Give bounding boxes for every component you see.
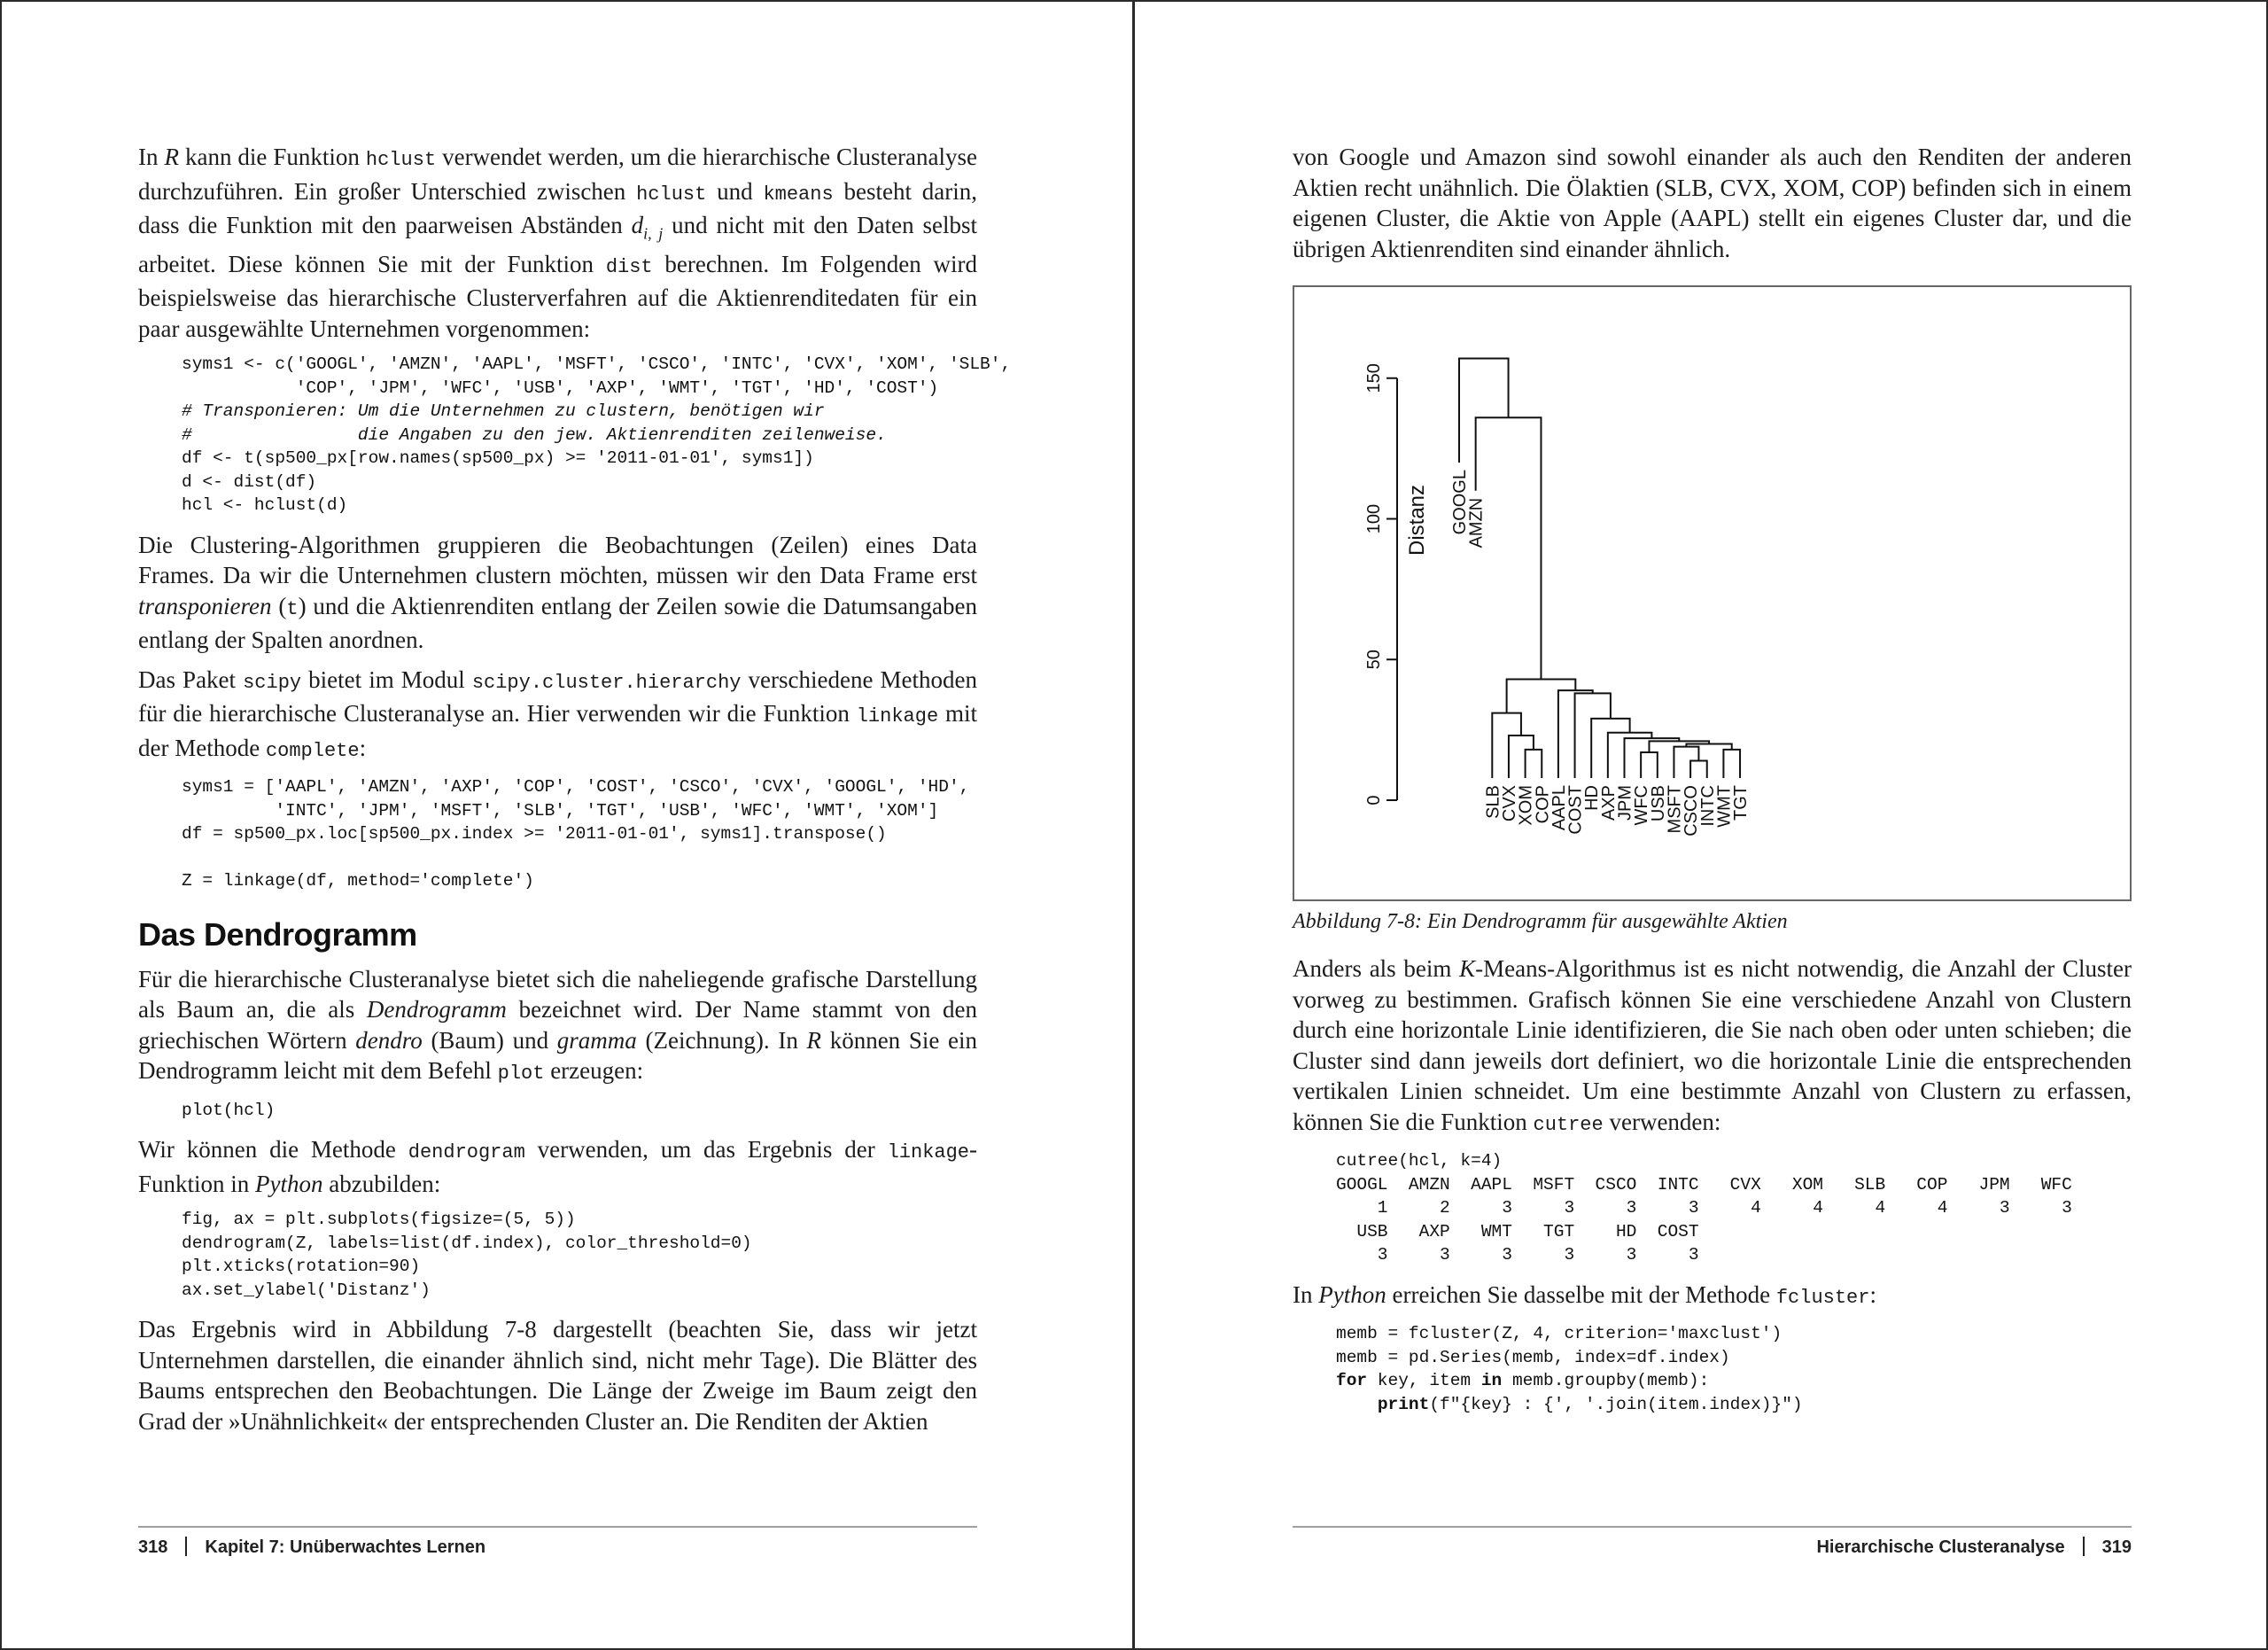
dendrogram-branch [1575, 693, 1611, 778]
paragraph-dendrogram-python: Wir können die Methode dendrogram verwenden, um das Ergebnis der linkage-Funktion in Python abzubilden: [138, 1136, 977, 1197]
right-footer-text [1816, 1537, 2132, 1558]
paragraph-fcluster: In Python erreichen Sie dasselbe mit der Methode fcluster: [1293, 1280, 1876, 1309]
dendrogram-figure [1293, 285, 2132, 901]
leaf-label: CSCO [1682, 785, 1702, 837]
leaf-label: GOOGL [1450, 470, 1470, 535]
paragraph-hclust-intro: In R kann die Funktion hclust verwendet werden, um die hierarchische Clusteranalyse durchzuführen. Ein großer Unterschied zwischen hclust und kmeans besteht darin, dass die Funktion mit den paarweisen Abständen $d_{i, j}$ und nicht mit den Daten selbst arbeitet. Diese können Sie mit der Funktion dist berechnen. Im Folgenden wird beispielsweise das hierarchische Clusterverfahren auf die Aktienrenditedaten für ein paar ausgewählte Unternehmen vorgenommen: [138, 144, 977, 342]
dendrogram-branch [1526, 750, 1542, 778]
leaf-label: AXP [1598, 785, 1619, 821]
dendrogram-branches [1459, 359, 1740, 778]
left-footer-text [138, 1537, 485, 1558]
code-block-fcluster: memb = fcluster(Z, 4, criterion='maxclust') memb = pd.Series(memb, index=df.index) for key, item in memb.groupby(memb): print(f"{key} : {', '.join(item.index)}") [1336, 1324, 1803, 1414]
dendrogram-branch [1492, 713, 1521, 778]
code-block-r-hclust: syms1 <- c('GOOGL', 'AMZN', 'AAPL', 'MSFT', 'CSCO', 'INTC', 'CVX', 'XOM', 'SLB', 'COP', 'JPM', 'WFC', 'USB', 'AXP', 'WMT', 'TGT', 'HD', 'COST') # Transponieren: Um die Unternehmen zu clustern, benötigen wir # die Angaben zu den jew. Aktienrenditen zeilenweise. df <- t(sp500_px[row.names(sp500_px) >= '2011-01-01', syms1]) d <- dist(df) hcl <- hclust(d) [182, 354, 1012, 516]
leaf-label: MSFT [1665, 785, 1685, 834]
left-text-column [138, 142, 1012, 1445]
leaf-label: JPM [1615, 785, 1635, 821]
leaf-label: HD [1582, 785, 1603, 811]
left-page [0, 0, 1132, 1650]
dendrogram-branch [1625, 738, 1680, 778]
section-title: Hierarchische Clusteranalyse [1816, 1537, 2065, 1557]
leaf-label: AAPL [1549, 785, 1569, 831]
leaf-label: USB [1648, 785, 1668, 822]
y-tick-label: 0 [1364, 795, 1384, 806]
right-page [1135, 0, 2268, 1650]
code-block-python-dendrogram: fig, ax = plt.subplots(figsize=(5, 5)) dendrogram(Z, labels=list(df.index), color_threshold=0) plt.xticks(rotation=90) ax.set_ylabel('Distanz') [182, 1210, 752, 1300]
dendrogram-branch [1674, 747, 1698, 778]
dendrogram-branch [1507, 679, 1576, 712]
dendrogram-branch [1723, 750, 1740, 778]
y-tick-label: 100 [1364, 503, 1384, 534]
footer-separator [185, 1537, 187, 1556]
code-block-python-linkage: syms1 = ['AAPL', 'AMZN', 'AXP', 'COP', 'COST', 'CSCO', 'CVX', 'GOOGL', 'HD', 'INTC', 'JPM', 'MSFT', 'SLB', 'TGT', 'USB', 'WFC', 'WMT', 'XOM'] df = sp500_px.loc[sp500_px.index >= '2011-01-01', syms1].transpose() Z = linkage(df, method='complete') [182, 777, 970, 891]
dendrogram-branch [1641, 752, 1658, 778]
dendrogram-branch [1608, 733, 1652, 778]
right-text-column [1293, 142, 2132, 1428]
y-axis [1364, 363, 1397, 806]
y-tick-label: 50 [1364, 650, 1384, 670]
dendrogram-branch [1459, 359, 1509, 463]
dendrogram-branch [1509, 735, 1534, 778]
leaf-label: WFC [1632, 785, 1652, 826]
chapter-title: Kapitel 7: Unüberwachtes Lernen [205, 1537, 486, 1557]
footer-separator [2083, 1537, 2085, 1556]
right-footer [1293, 1526, 2132, 1563]
paragraph-google-amazon: von Google und Amazon sind sowohl einander als auch den Renditen der anderen Aktien recht unähnlich. Die Ölaktien (SLB, CVX, XOM, COP) befinden sich in einem eigenen Cluster, die Aktie von Apple (AAPL) stellt ein eigenes Cluster dar, und die übrigen Aktienrenditen sind einander ähnlich. [1293, 144, 2132, 262]
paragraph-cutree: Anders als beim K-Means-Algorithmus ist es nicht notwendig, die Anzahl der Cluster vorweg zu bestimmen. Grafisch können Sie eine verschiedene Anzahl von Clustern durch eine horizontale Linie identifizieren, die Sie nach oben oder unten schieben; die Cluster sind dann jeweils dort definiert, wo die horizontale Linie die entsprechenden vertikalen Linien schneidet. Um eine bestimmte Anzahl von Clustern zu erfassen, können Sie die Funktion cutree verwenden: [1293, 955, 2132, 1136]
code-block-cutree: cutree(hcl, k=4) GOOGL AMZN AAPL MSFT CSCO INTC CVX XOM SLB COP JPM WFC 1 2 3 3 3 3 4 4 4 4 3 3 USB AXP WMT TGT HD COST 3 3 3 3 3 3 [1336, 1151, 2072, 1265]
left-footer [138, 1526, 977, 1563]
leaf-label: XOM [1516, 785, 1536, 826]
dendrogram-chart [1294, 287, 2130, 899]
leaf-label: INTC [1697, 785, 1718, 827]
y-tick-label: 150 [1364, 363, 1384, 393]
leaf-label: AMZN [1466, 497, 1487, 549]
paragraph-result: Das Ergebnis wird in Abbildung 7-8 dargestellt (beachten Sie, dass wir jetzt Unternehmen darstellen, die einander ähnlich sind, nicht mehr Tage). Die Blätter des Baums entsprechen den Beobachtungen. Die Länge der Zweige im Baum zeigt den Grad der »Unähnlichkeit« der entsprechenden Cluster an. Die Renditen der Aktien [138, 1316, 977, 1435]
leaf-label: SLB [1483, 785, 1503, 819]
leaf-labels [1450, 470, 1751, 837]
leaf-label: COP [1533, 785, 1553, 824]
leaf-label: WMT [1714, 785, 1735, 828]
paragraph-dendrogram-intro: Für die hierarchische Clusteranalyse bietet sich die naheliegende grafische Darstellung als Baum an, die als Dendrogramm bezeichnet wird. Der Name stammt von den griechischen Wörtern dendro (Baum) und gramma (Zeichnung). In R können Sie ein Dendrogramm leicht mit dem Befehl plot erzeugen: [138, 965, 978, 1086]
dendrogram-branch [1690, 761, 1707, 778]
leaf-label: CVX [1499, 785, 1519, 822]
page-number: 318 [138, 1537, 168, 1557]
leaf-label: TGT [1731, 785, 1751, 821]
section-heading: Das Dendrogramm [138, 915, 417, 953]
leaf-label: COST [1565, 785, 1586, 835]
y-axis-label: Distanz [1405, 484, 1429, 556]
paragraph-scipy: Das Paket scipy bietet im Modul scipy.cluster.hierarchy verschiedene Methoden für die hierarchische Clusteranalyse an. Hier verwenden wir die Funktion linkage mit der Methode complete: [138, 665, 977, 762]
page-number: 319 [2101, 1537, 2132, 1557]
paragraph-transpose: Die Clustering-Algorithmen gruppieren die Beobachtungen (Zeilen) eines Data Frames. Da wir die Unternehmen clustern möchten, müssen wir den Data Frame erst transponieren (t) und die Aktienrenditen entlang der Zeilen sowie die Datumsangaben entlang der Spalten anordnen. [138, 531, 978, 654]
code-block-plot: plot(hcl) [182, 1100, 276, 1120]
figure-caption: Abbildung 7-8: Ein Dendrogramm für ausgewählte Aktien [1293, 910, 1788, 933]
